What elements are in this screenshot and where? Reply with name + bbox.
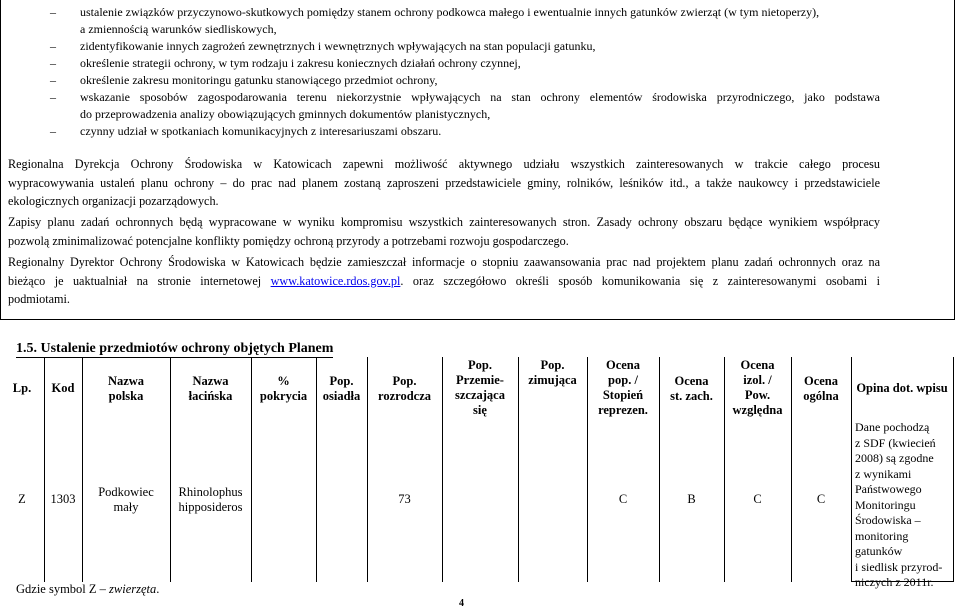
bullet-dash: – xyxy=(50,124,56,138)
cell-opina: Dane pochodzą z SDF (kwiecień 2008) są zgodne z wynikami Państwowego Monitoringu Środowiska – monitoring gatunków i siedlisk przyrod- niczych z 2011r. xyxy=(855,420,943,589)
bullet-line: ustalenie związków przyczynowo-skutkowych pomiędzy stanem ochrony podkowca małego i ewentualnie innych gatunków zwierząt (w tym nietoperzy), xyxy=(80,5,820,19)
header-kod: Kod xyxy=(51,381,75,395)
header-ocena-pop: Ocena pop. / Stopień reprezen. xyxy=(598,358,648,417)
paragraph-line: ekologicznych organizacji pozarządowych. xyxy=(8,194,219,208)
header-pop-zimujaca: Pop. zimująca xyxy=(528,358,577,387)
header-nazwa-polska: Nazwa polska xyxy=(107,374,145,403)
paragraph-line: podmiotami. xyxy=(8,292,70,306)
paragraph-participation xyxy=(8,155,880,211)
header-pop-przemieszczajaca: Pop. Przemie- szczająca się xyxy=(455,358,505,417)
bullet-dash: – xyxy=(50,90,56,104)
header-lp: Lp. xyxy=(12,381,32,395)
section-title: 1.5. Ustalenie przedmiotów ochrony objętych Planem xyxy=(16,341,334,356)
paragraph-information xyxy=(8,253,880,309)
paragraph-line: pozwolą zminimalizować potencjalne konflikty pomiędzy ochroną przyrody a potrzebami rozwoju gospodarczego. xyxy=(8,233,569,248)
header-nazwa-lacinska: Nazwa łacińska xyxy=(188,374,233,403)
paragraph-line: Zapisy planu zadań ochronnych będą wypracowane w wyniku kompromisu wszystkich zainteresowanych stron. Zasady ochrony obszaru będące wynikiem współpracy xyxy=(8,215,880,229)
footer-note-emphasis: zwierzęta xyxy=(109,582,157,596)
rdos-website-link[interactable]: www.katowice.rdos.gov.pl xyxy=(270,273,401,288)
cell-ocena-st-zach: B xyxy=(687,492,696,506)
paragraph-text: bieżąco je uaktualniał na stronie internetowej xyxy=(8,273,262,288)
bullet-dash: – xyxy=(50,56,56,70)
bullet-dash: – xyxy=(50,5,56,19)
header-opina: Opina dot. wpisu xyxy=(856,381,948,395)
header-pop-rozrodcza: Pop. rozrodcza xyxy=(378,374,431,403)
paragraph-line-with-link xyxy=(8,272,880,291)
cell-nazwa-lacinska: Rhinolophus hipposideros xyxy=(178,485,243,514)
bullet-line: czynny udział w spotkaniach komunikacyjnych z interesariuszami obszaru. xyxy=(80,124,442,138)
cell-ocena-izol: C xyxy=(753,492,762,506)
bullet-line: określenie strategii ochrony, w tym rodzaju i zakresu koniecznych działań ochrony czynnej, xyxy=(80,56,521,70)
paragraph-line: Regionalny Dyrektor Ochrony Środowiska w Katowicach będzie zamieszczał informacje o stopniu zaawansowania prac nad projektem planu zadań ochronnych oraz na xyxy=(8,255,880,269)
cell-kod: 1303 xyxy=(50,492,76,506)
cell-ocena-ogolna: C xyxy=(816,492,826,506)
bullet-line: wskazanie sposobów zagospodarowania terenu niekorzystnie wpływających na stan ochrony elementów środowiska przyrodniczego, jako podstawa xyxy=(80,90,880,104)
footer-note: Gdzie symbol Z – zwierzęta. xyxy=(16,582,160,596)
header-pop-osiadla: Pop. osiadła xyxy=(322,374,361,403)
bullet-dash: – xyxy=(50,73,56,87)
paragraph-compromise xyxy=(8,213,880,250)
page-number: 4 xyxy=(459,598,464,609)
cell-lp: Z xyxy=(18,492,26,506)
cell-pop-rozrodcza: 73 xyxy=(398,492,411,506)
bullet-dash: – xyxy=(50,39,56,53)
paragraph-text: . oraz szczegółowo określi sposób komunikowania się z zainteresowanymi osobami i xyxy=(400,273,880,288)
header-ocena-ogolna: Ocena ogólna xyxy=(803,374,839,403)
bullet-line: określenie zakresu monitoringu gatunku stanowiącego przedmiot ochrony, xyxy=(80,73,438,87)
header-ocena-izol: Ocena izol. / Pow. względna xyxy=(732,358,783,417)
header-pokrycia: % pokrycia xyxy=(259,374,308,403)
paragraph-line: Regionalna Dyrekcja Ochrony Środowiska w Katowicach zapewni możliwość aktywnego udziału wszystkich zainteresowanych w trakcie całego procesu xyxy=(8,157,880,171)
cell-nazwa-polska: Podkowiec mały xyxy=(98,485,154,514)
header-ocena-st-zach: Ocena st. zach. xyxy=(670,374,713,403)
cell-ocena-pop: C xyxy=(618,492,628,506)
bullet-line: a zmiennością warunków siedliskowych, xyxy=(80,22,277,36)
paragraph-line: wypracowywania ustaleń planu ochrony – do prac nad planem zostaną zaproszeni przedstawiciele gminy, rolników, leśników itd., a także naukowcy i przedstawiciele xyxy=(8,175,880,190)
bullet-line: do przeprowadzenia analizy obowiązujących gminnych dokumentów planistycznych, xyxy=(80,107,491,121)
bullet-line: zidentyfikowanie innych zagrożeń zewnętrznych i wewnętrznych wpływających na stan populacji gatunku, xyxy=(80,39,596,53)
